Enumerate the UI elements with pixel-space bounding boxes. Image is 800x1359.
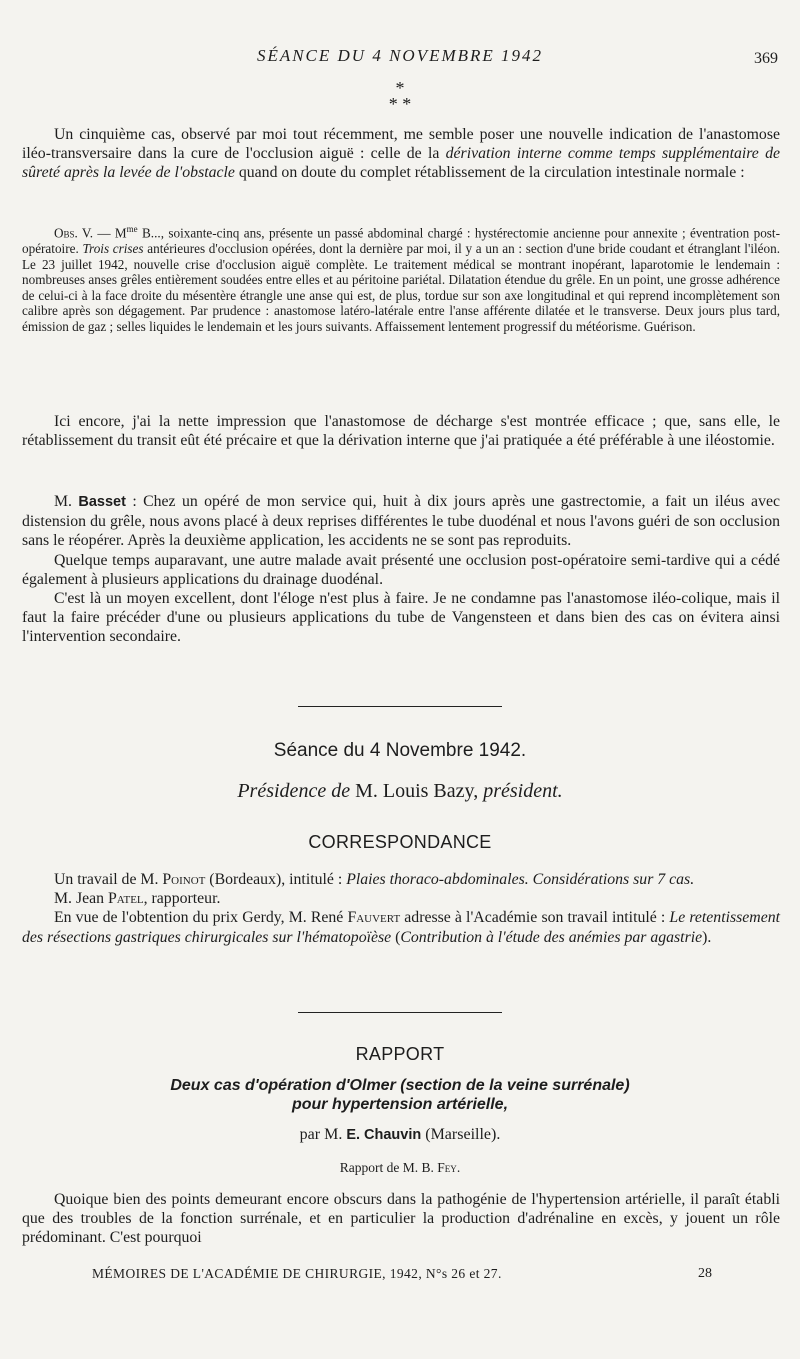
- footer-folio: 28: [698, 1266, 712, 1281]
- presidence-line: [0, 780, 800, 803]
- running-title: SÉANCE DU 4 NOVEMBRE 1942: [256, 46, 544, 65]
- rapport-title-line-1: Deux cas d'opération d'Olmer (section de la veine surrénale): [170, 1077, 630, 1094]
- obs-dash: — M: [93, 225, 127, 241]
- footer-journal: MÉMOIRES DE L'ACADÉMIE DE CHIRURGIE, 1942, N°s 26 et 27.: [92, 1266, 502, 1281]
- correspondance-heading: CORRESPONDANCE: [308, 832, 492, 852]
- intro-tail: quand on doute du complet rétablissement de la circulation intestinale normale :: [234, 164, 745, 182]
- rapport-reporter: Rapport de M. B. Fey.: [339, 1160, 461, 1175]
- conclusion-paragraph: [22, 412, 780, 450]
- presidence-italic: Présidence de: [237, 780, 351, 802]
- author-name: E. Chauvin: [346, 1127, 422, 1143]
- rapport-author: par M. E. Chauvin (Marseille).: [299, 1126, 501, 1143]
- obs-label: Obs. V.: [54, 225, 94, 241]
- basset-text: : Chez un opéré de mon service qui, huit à dix jours après une gastrectomie, a fait un iléus avec distension du grêle, nous avons placé à deux reprises différentes le tube duodénal et nous l'avons guéri de son occlusion sans le réopérer. Après la deuxième application, les accidents ne se sont pas reproduits.: [22, 493, 780, 550]
- correspondance-item-3: En vue de l'obtention du prix Gerdy, M. René Fauvert adresse à l'Académie son travail intitulé : Le retentissement des résections gastriques chirurgicales sur l'hématopoïèse (Contribution à l'étude des anémies par agastrie).: [22, 909, 780, 946]
- asterism-top: *: [395, 78, 405, 98]
- observation-paragraph: [22, 222, 780, 335]
- basset-discussion: [22, 492, 780, 647]
- obs-text-2: antérieures d'occlusion opérées, dont la dernière par moi, il y a un an : section d'une bride coudant et étranglant l'iléon. Le 23 juillet 1942, nouvelle crise d'occlusion aiguë complète. Le traitement médical se montrant inopérant, laparotomie le lendemain : nombreuses anses grêles entièrement soudées entre elles et au péritoine pariétal. Dilatation étendue du grêle. En un point, une grosse adhérence de celui-ci à la face droite du mésentère étrangle une anse qui est, de plus, tordue sur son axe longitudinal et qui reprend incomplètement son calibre après son dégagement. Par prudence : anastomose latéro-latérale entre l'anse afférente dilatée et le transverse. Deux jours plus tard, émission de gaz ; selles liquides le lendemain et les jours suivants. Affaissement lentement progressif du météorisme. Guérison.: [22, 240, 781, 334]
- correspondance-item-1: Un travail de M. Poinot (Bordeaux), intitulé : Plaies thoraco-abdominales. Considérations sur 7 cas.: [54, 871, 695, 888]
- rapport-heading: RAPPORT: [355, 1044, 445, 1064]
- rapport-title: [0, 1076, 800, 1114]
- obs-sup: me: [126, 224, 138, 234]
- correspondance-body: [22, 870, 780, 947]
- president-italic: président.: [483, 780, 563, 802]
- section-divider-2: [298, 1012, 502, 1013]
- conclusion-text: Ici encore, j'ai la nette impression que l'anastomose de décharge s'est montrée efficace ; que, sans elle, le rétablissement du transit eût été précaire et que la dérivation interne que j'ai pratiquée a été préférable à une iléostomie.: [22, 413, 780, 450]
- basset-name: Basset: [78, 494, 126, 510]
- basset-paragraph-2: Quelque temps auparavant, une autre malade avait présenté une occlusion post-opératoire semi-tardive qui a cédé également à plusieurs applications du drainage duodénal.: [22, 551, 780, 588]
- presidence-name: M. Louis Bazy,: [350, 780, 484, 802]
- rapport-title-line-2: pour hypertension artérielle,: [291, 1096, 509, 1113]
- asterism-bottom: * *: [388, 94, 412, 114]
- basset-paragraph-3: C'est là un moyen excellent, dont l'éloge n'est plus à faire. Je ne condamne pas l'anastomose iléo-colique, mais il faut la faire précéder d'une ou plusieurs applications du tube de Vangensteen et dans bien des cas on évitera ainsi l'intervention secondaire.: [22, 590, 780, 646]
- correspondance-item-2: M. Jean Patel, rapporteur.: [54, 890, 221, 908]
- obs-italic: Trois crises: [82, 240, 144, 256]
- section-divider: [298, 706, 502, 707]
- page-number: 369: [754, 50, 778, 67]
- asterism: [0, 80, 800, 112]
- obs-text-1: B..., soixante-cinq ans, présente un passé abdominal chargé : hystérectomie ancienne pour annexite ; éventration post-opératoire.: [22, 225, 780, 256]
- intro-paragraph: [22, 125, 780, 183]
- basset-mr: M.: [54, 493, 72, 510]
- intro-text: Un cinquième cas, observé par moi tout récemment, me semble poser une nouvelle indication de l'anastomose iléo-transversaire dans la cure de l'occlusion aiguë : celle de la: [22, 126, 780, 163]
- seance-title: Séance du 4 Novembre 1942.: [273, 740, 527, 761]
- rapport-text: Quoique bien des points demeurant encore obscurs dans la pathogénie de l'hypertension artérielle, il paraît établi que des troubles de la fonction surrénale, et en particulier la production d'adrénaline en excès, y jouent un rôle prédominant. C'est pourquoi: [22, 1191, 780, 1247]
- intro-italic: dérivation interne comme temps supplémentaire de sûreté après la levée de l'obstacle: [22, 145, 781, 182]
- rapport-body: [22, 1190, 780, 1248]
- page-footer: [0, 1266, 800, 1290]
- page-header: [0, 44, 800, 72]
